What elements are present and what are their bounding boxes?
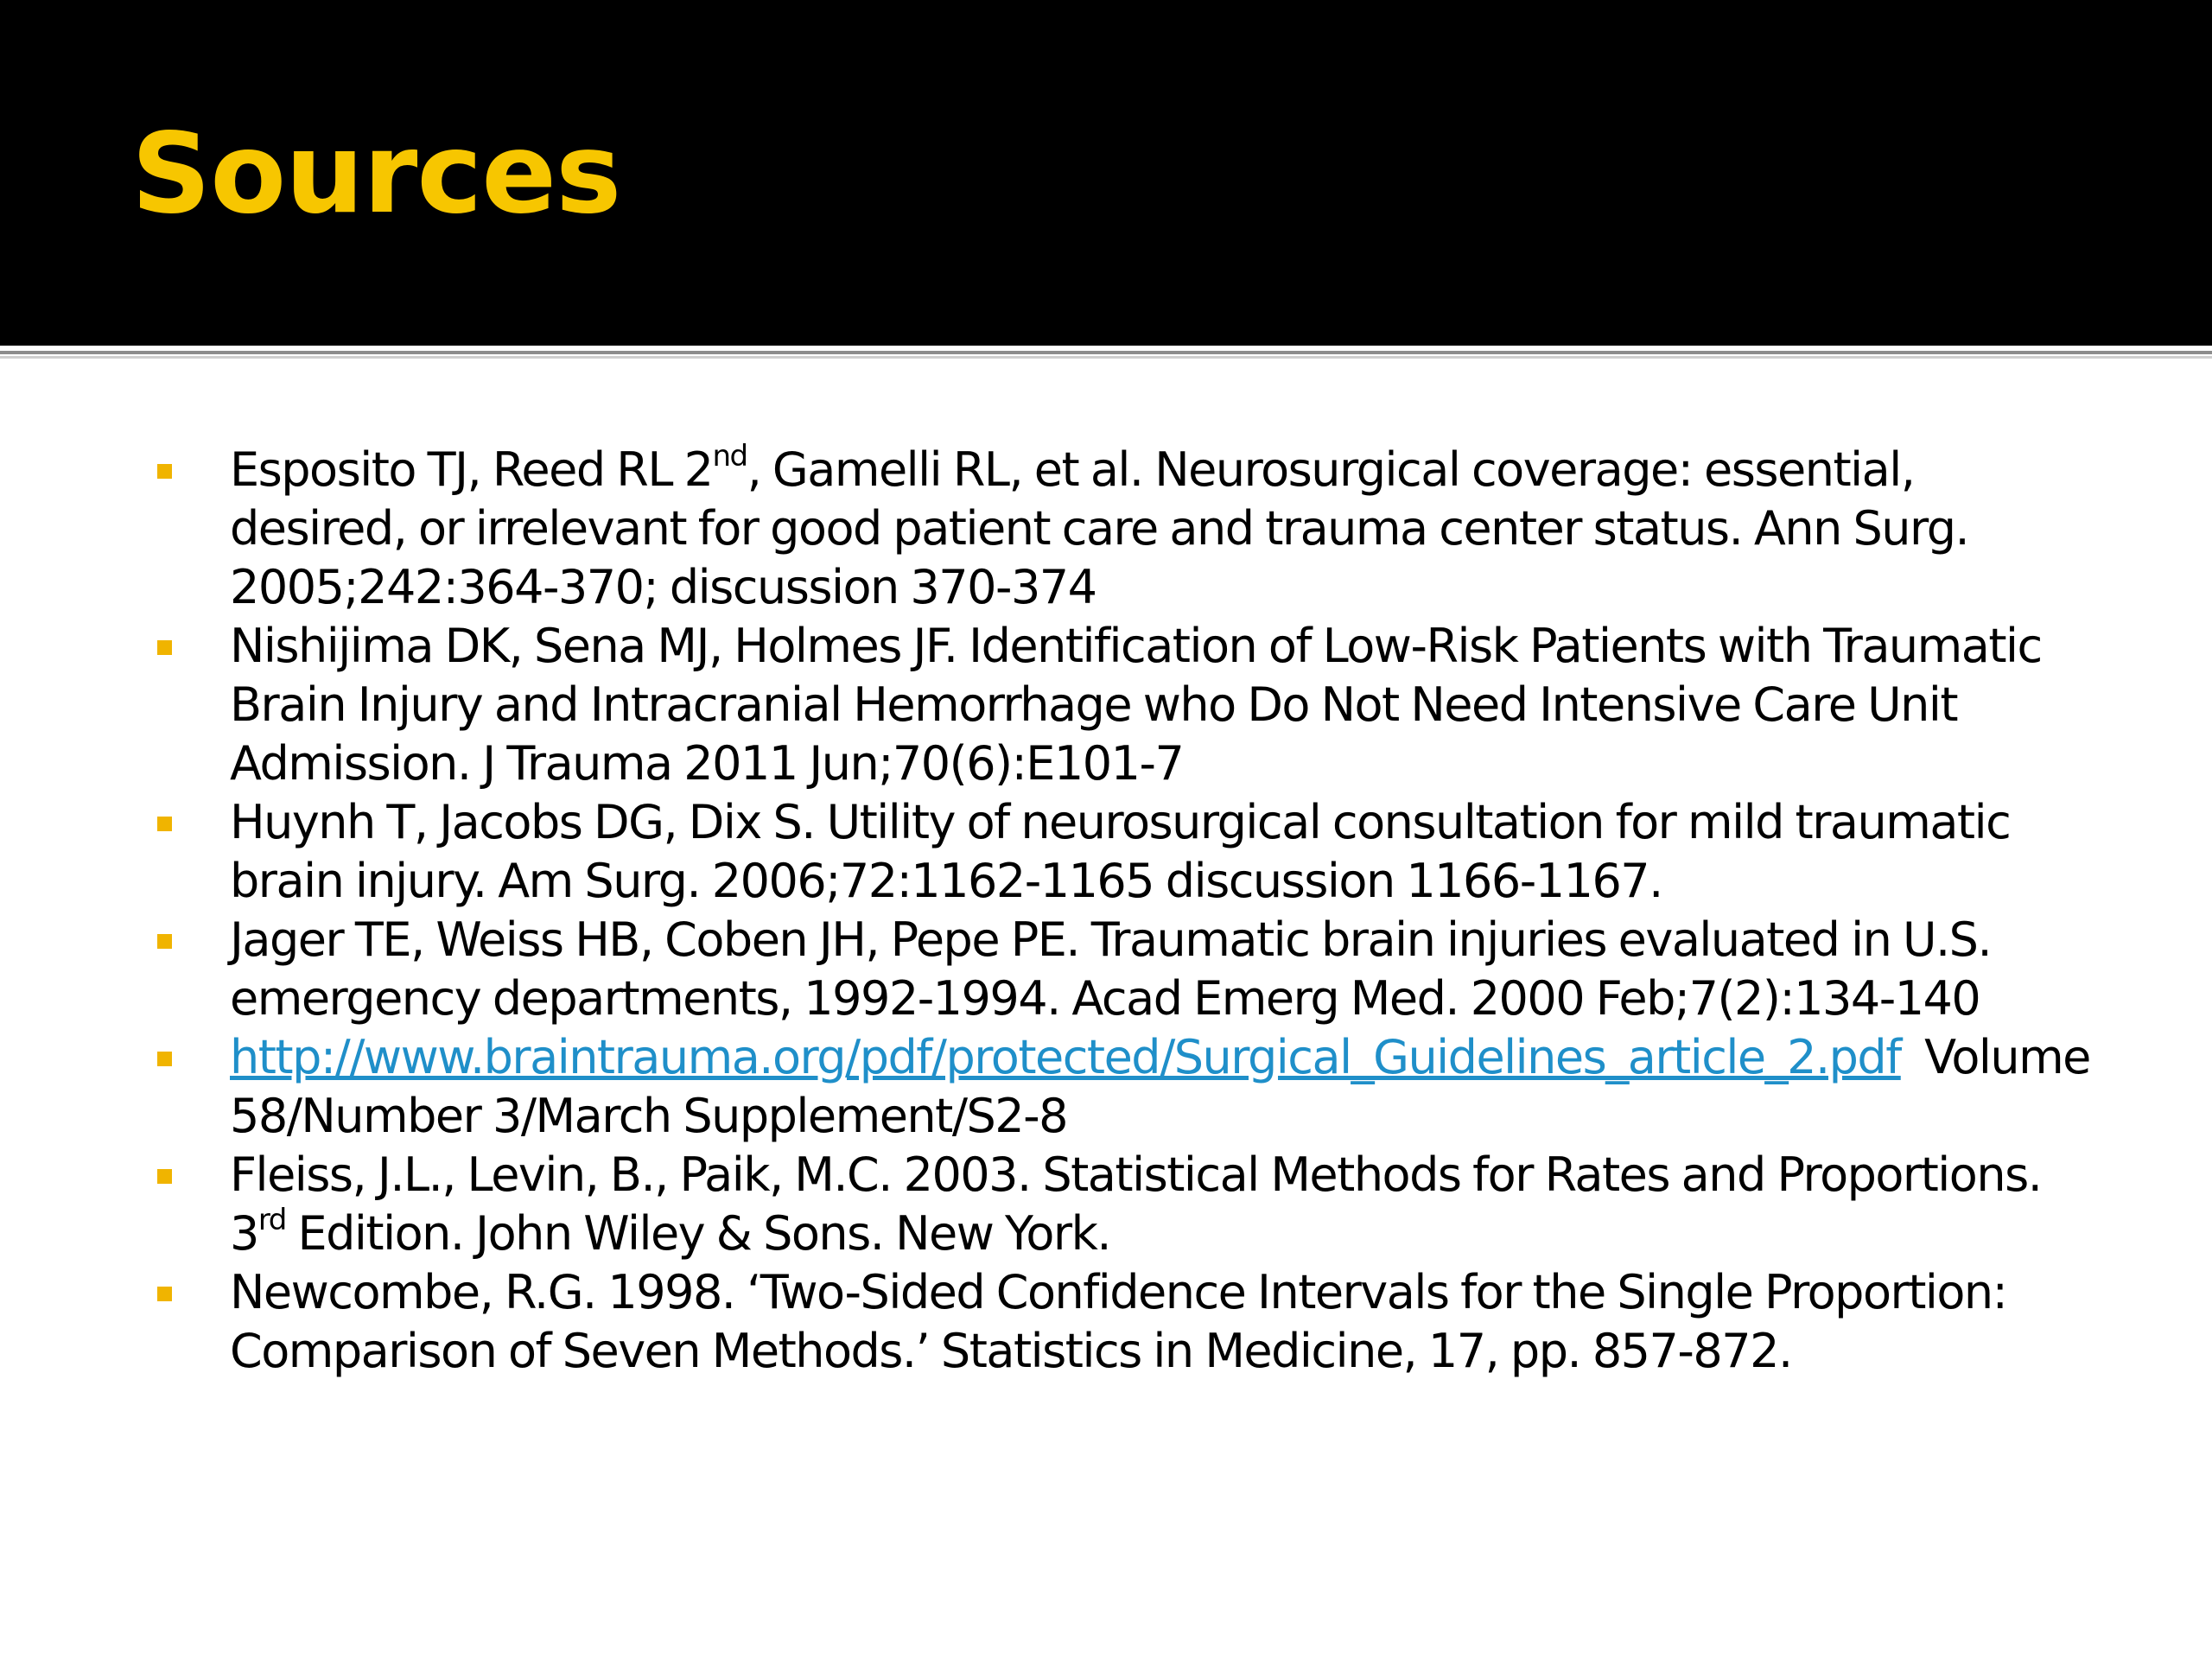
square-bullet-icon: [157, 1287, 172, 1301]
braintrauma-link[interactable]: http://www.braintrauma.org/pdf/protected/Surgical_Guidelines_article_2.pdf: [230, 1030, 1901, 1084]
square-bullet-icon: [157, 464, 172, 479]
title-divider: [0, 351, 2212, 354]
reference-text: Nishijima DK, Sena MJ, Holmes JF. Identification of Low-Risk Patients with Traumatic Brain Injury and Intracranial Hemorrhage who Do Not Need Intensive Care Unit Admission. J Trauma 2011 Jun;70(6):E101-7: [230, 619, 2042, 791]
reference-text: Huynh T, Jacobs DG, Dix S. Utility of neurosurgical consultation for mild traumatic brain injury. Am Surg. 2006;72:1162-1165 discussion 1166-1167.: [230, 795, 2011, 908]
square-bullet-icon: [157, 817, 172, 831]
square-bullet-icon: [157, 934, 172, 949]
reference-text: Jager TE, Weiss HB, Coben JH, Pepe PE. Traumatic brain injuries evaluated in U.S. emergency departments, 1992-1994. Acad Emerg Med. 2000 Feb;7(2):134-140: [230, 912, 1992, 1026]
reference-text: Newcombe, R.G. 1998. ‘Two-Sided Confidence Intervals for the Single Proportion: Comparison of Seven Methods.’ Statistics in Medicine, 17, pp. 857-872.: [230, 1265, 2007, 1378]
reference-item-5: [156, 1028, 2102, 1146]
reference-text: Volume 58/Number 3/March Supplement/S2-8: [230, 1030, 2102, 1143]
square-bullet-icon: [157, 1052, 172, 1066]
title-band: [0, 0, 2212, 346]
reference-text: Edition. John Wiley & Sons. New York.: [285, 1206, 1111, 1261]
reference-item-6: [156, 1146, 2091, 1263]
title-divider-shadow: [0, 356, 2212, 359]
reference-text: Esposito TJ, Reed RL 2: [230, 442, 713, 497]
ordinal-suffix: rd: [257, 1203, 286, 1237]
slide-title: Sources: [131, 110, 621, 238]
reference-text: , Gamelli RL, et al. Neurosurgical coverage: essential, desired, or irrelevant for good patient care and trauma center status. Ann Surg. 2005;242:364-370; discussion 370-374: [230, 442, 1969, 614]
ordinal-suffix: nd: [712, 439, 747, 474]
reference-item-2: [156, 617, 2091, 793]
reference-item-1: [156, 441, 2091, 617]
square-bullet-icon: [157, 640, 172, 655]
reference-text: Fleiss, J.L., Levin, B., Paik, M.C. 2003. Statistical Methods for Rates and Proportions. 3: [230, 1147, 2042, 1261]
reference-item-3: [156, 793, 2091, 911]
reference-list: [156, 439, 2102, 1381]
reference-item-7: [156, 1263, 2091, 1381]
reference-item-4: [156, 911, 2091, 1028]
square-bullet-icon: [157, 1169, 172, 1184]
